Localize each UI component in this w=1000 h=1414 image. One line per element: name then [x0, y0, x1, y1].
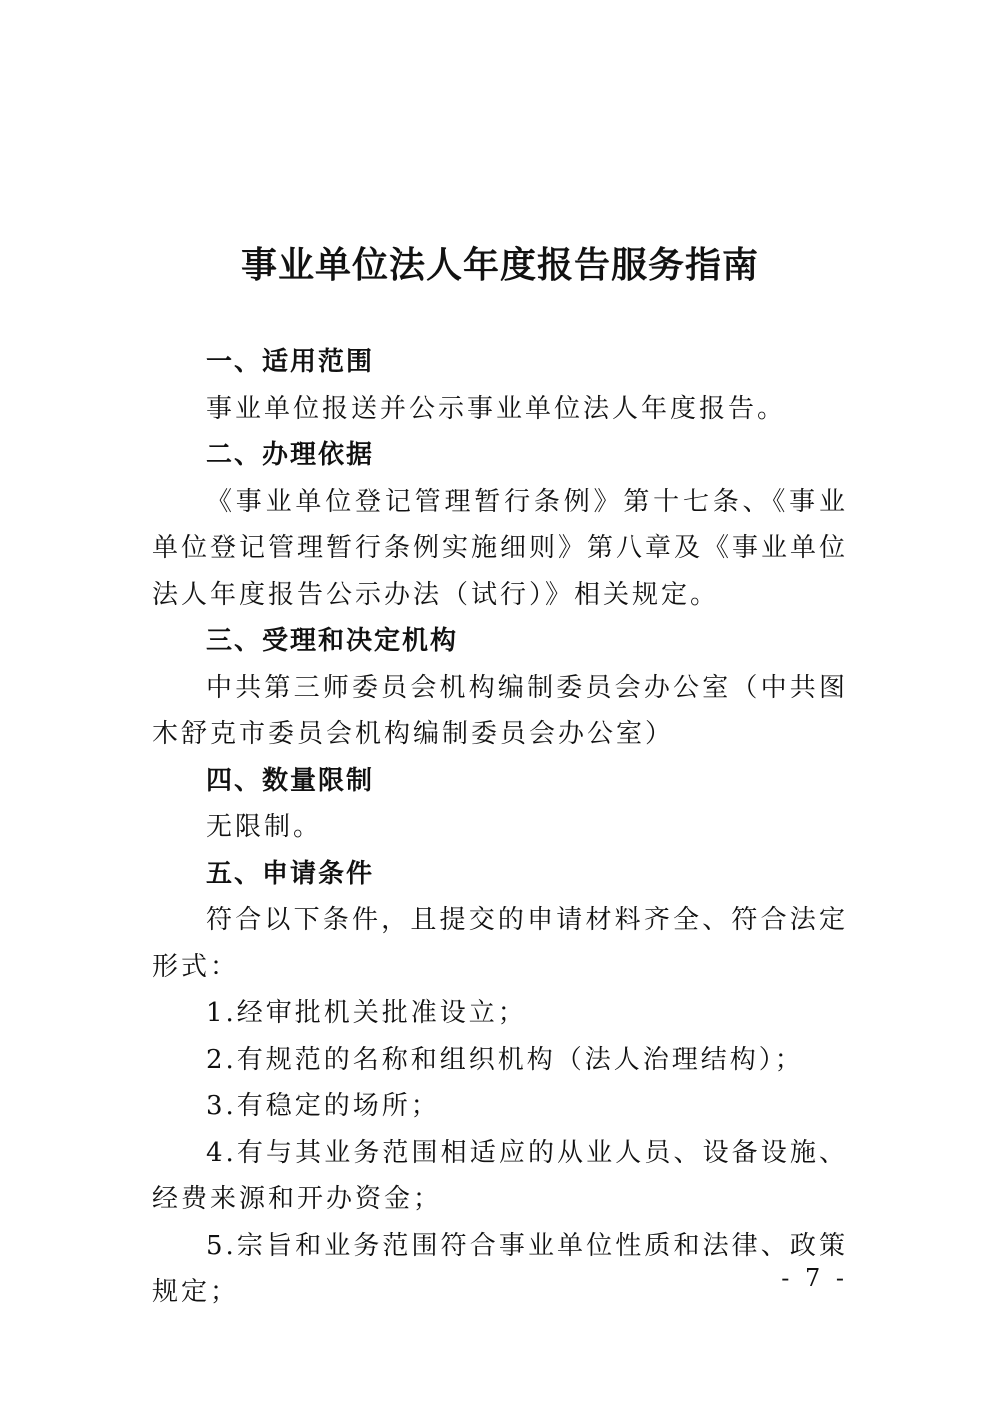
paragraph-quantity: 无限制。	[206, 812, 323, 842]
paragraph-basis: 《事业单位登记管理暂行条例》第十七条、《事业单位登记管理暂行条例实施细则》第八章及《事业单位法人年度报告公示办法（试行）》相关规定。	[152, 486, 849, 610]
condition-item-3: 3.有稳定的场所；	[206, 1091, 440, 1121]
section-heading-authority: 三、受理和决定机构	[206, 626, 459, 656]
paragraph-authority: 中共第三师委员会机构编制委员会办公室（中共图木舒克市委员会机构编制委员会办公室）	[152, 672, 848, 749]
document-body	[152, 339, 848, 1316]
paragraph-conditions-intro: 符合以下条件，且提交的申请材料齐全、符合法定形式：	[152, 905, 848, 982]
page-number: - 7 -	[781, 1264, 848, 1292]
condition-item-1: 1.经审批机关批准设立；	[206, 998, 527, 1028]
section-heading-basis: 二、办理依据	[206, 440, 375, 470]
section-heading-conditions: 五、申请条件	[206, 858, 375, 889]
condition-item-2: 2.有规范的名称和组织机构（法人治理结构）；	[206, 1044, 804, 1075]
section-heading-quantity: 四、数量限制	[206, 765, 375, 796]
paragraph-scope: 事业单位报送并公示事业单位法人年度报告。	[206, 393, 787, 424]
condition-item-5: 5.宗旨和业务范围符合事业单位性质和法律、政策规定；	[152, 1230, 848, 1307]
condition-item-4: 4.有与其业务范围相适应的从业人员、设备设施、经费来源和开办资金；	[152, 1137, 848, 1214]
document-title: 事业单位法人年度报告服务指南	[240, 245, 759, 286]
section-heading-scope: 一、适用范围	[206, 347, 375, 377]
